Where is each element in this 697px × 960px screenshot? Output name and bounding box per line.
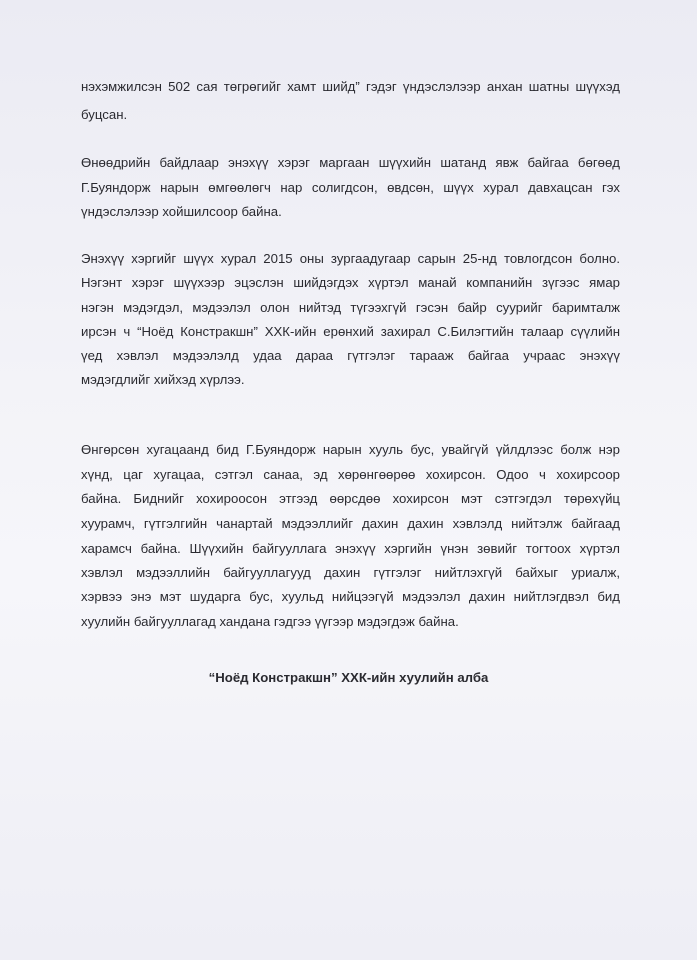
paragraph-2-line-1: Өнөөдрийн байдлаар энэхүү хэрэг маргаан шүүхийн шатанд явж байгаа бөгөөд — [81, 155, 620, 170]
paragraph-2-line-2: Г.Буяндорж нарын өмгөөлөгч нар солигдсон, өвдсөн, шүүх хурал давхацсан гэх — [81, 180, 620, 195]
paragraph-1-line-2: буцсан. — [81, 107, 128, 122]
paragraph-3-line-6: мэдэгдлийг хийхэд хүрлээ. — [81, 372, 245, 387]
paragraph-3-line-3: нэгэн мэдэгдэл, мэдээлэл олон нийтэд түгээхгүй гэсэн байр суурийг баримталж — [81, 300, 620, 315]
paragraph-3-line-4: ирсэн ч “Ноёд Констракшн” ХХК-ийн ерөнхий захирал С.Билэгтийн талаар сүүлийн — [81, 324, 620, 339]
paragraph-4-line-7: хэрвээ энэ мэт шударга бус, хуульд нийцээгүй мэдээлэл дахин нийтлэгдвэл бид — [81, 589, 620, 604]
paragraph-4-line-4: хуурамч, гүтгэлгийн чанартай мэдээллийг дахин дахин хэвлэлд нийтэлж байгаад — [81, 516, 620, 531]
paragraph-4-line-3: байна. Биднийг хохироосон этгээд өөрсдөө хохирсон мэт сэтгэгдэл төрөхүйц — [81, 491, 620, 506]
paragraph-1-line-1: нэхэмжилсэн 502 сая төгрөгийг хамт шийд” гэдэг үндэслэлээр анхан шатны шүүхэд — [81, 79, 620, 94]
signature-line: “Ноёд Констракшн” ХХК-ийн хуулийн алба — [208, 670, 489, 685]
paragraph-3-line-5: үед хэвлэл мэдээлэлд удаа дараа гүтгэлэг тарааж байгаа учраас энэхүү — [81, 348, 620, 363]
paragraph-4-line-1: Өнгөрсөн хугацаанд бид Г.Буяндорж нарын хууль бус, увайгүй үйлдлээс болж нэр — [81, 442, 620, 457]
paragraph-3-line-2: Нэгэнт хэрэг шүүхээр эцэслэн шийдэгдэх хүртэл манай компанийн зүгээс ямар — [81, 275, 620, 290]
paragraph-4-line-2: хүнд, цаг хугацаа, сэтгэл санаа, эд хөрөнгөөрөө хохирсон. Одоо ч хохирсоор — [81, 467, 620, 482]
paragraph-4-line-5: харамсч байна. Шүүхийн байгууллага энэхүү хэргийн үнэн зөвийг тогтоох хүртэл — [81, 541, 620, 556]
paragraph-2-line-3: үндэслэлээр хойшилсоор байна. — [81, 204, 282, 219]
paragraph-4-line-6: хэвлэл мэдээллийн байгууллагууд дахин гүтгэлэг нийтлэхгүй байхыг уриалж, — [81, 565, 620, 580]
paragraph-3-line-1: Энэхүү хэргийг шүүх хурал 2015 оны зургаадугаар сарын 25-нд товлогдсон болно. — [81, 251, 620, 266]
paragraph-4-line-8: хуулийн байгууллагад хандана гэдгээ үүгээр мэдэгдэж байна. — [81, 614, 459, 629]
